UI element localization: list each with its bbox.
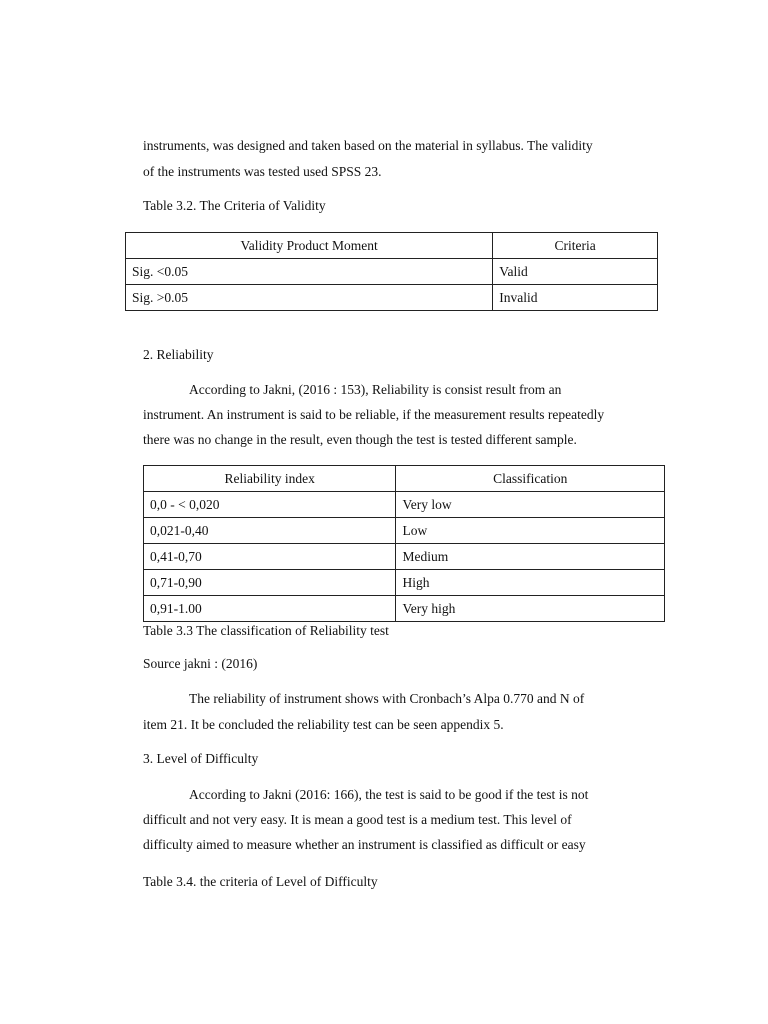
reliability-heading: 2. Reliability — [143, 347, 214, 362]
table-cell: 0,71-0,90 — [144, 570, 396, 596]
difficulty-heading: 3. Level of Difficulty — [143, 751, 259, 766]
reliability-para-line-2: instrument. An instrument is said to be reliable, if the measurement results repeatedly — [143, 407, 605, 422]
table-cell: Invalid — [493, 285, 658, 311]
difficulty-table-caption: Table 3.4. the criteria of Level of Difficulty — [143, 874, 378, 889]
cronbach-line-1: The reliability of instrument shows with Cronbach’s Alpa 0.770 and N of — [189, 691, 585, 706]
validity-table-caption: Table 3.2. The Criteria of Validity — [143, 198, 326, 213]
table-header-cell: Reliability index — [144, 466, 396, 492]
reliability-para-line-1: According to Jakni, (2016 : 153), Reliability is consist result from an — [189, 382, 562, 397]
table-row — [126, 259, 658, 285]
reliability-para-line-3: there was no change in the result, even though the test is tested different sample. — [143, 432, 577, 447]
table-header-cell: Criteria — [493, 233, 658, 259]
table-cell: 0,0 - < 0,020 — [144, 492, 396, 518]
table-cell: 0,41-0,70 — [144, 544, 396, 570]
intro-line-2: of the instruments was tested used SPSS 23. — [143, 164, 382, 179]
reliability-table-source: Source jakni : (2016) — [143, 656, 258, 671]
cronbach-line-2: item 21. It be concluded the reliability test can be seen appendix 5. — [143, 717, 504, 732]
validity-table — [125, 232, 658, 311]
table-cell: 0,91-1.00 — [144, 596, 396, 622]
table-cell: Low — [396, 518, 665, 544]
table-row — [126, 285, 658, 311]
table-cell: Medium — [396, 544, 665, 570]
table-row — [144, 492, 665, 518]
table-cell: Very high — [396, 596, 665, 622]
table-cell: High — [396, 570, 665, 596]
table-cell: Valid — [493, 259, 658, 285]
table-cell: 0,021-0,40 — [144, 518, 396, 544]
table-row — [144, 596, 665, 622]
table-header-cell: Validity Product Moment — [126, 233, 493, 259]
reliability-table — [143, 465, 665, 622]
table-row — [144, 544, 665, 570]
intro-line-1: instruments, was designed and taken based on the material in syllabus. The validity — [143, 138, 593, 153]
table-cell: Very low — [396, 492, 665, 518]
table-cell: Sig. <0.05 — [126, 259, 493, 285]
table-header-row — [126, 233, 658, 259]
difficulty-para-line-2: difficult and not very easy. It is mean a good test is a medium test. This level of — [143, 812, 572, 827]
table-row — [144, 518, 665, 544]
difficulty-para-line-1: According to Jakni (2016: 166), the test is said to be good if the test is not — [189, 787, 589, 802]
difficulty-para-line-3: difficulty aimed to measure whether an instrument is classified as difficult or easy — [143, 837, 586, 852]
table-row — [144, 570, 665, 596]
table-cell: Sig. >0.05 — [126, 285, 493, 311]
table-header-row — [144, 466, 665, 492]
reliability-table-caption: Table 3.3 The classification of Reliability test — [143, 623, 389, 638]
table-header-cell: Classification — [396, 466, 665, 492]
